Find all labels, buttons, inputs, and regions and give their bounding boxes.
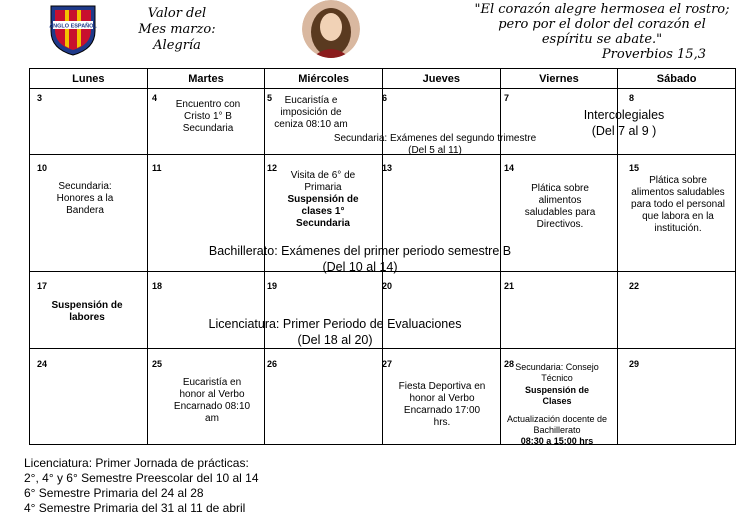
notes: [24, 456, 259, 516]
event-suspension-clases: Suspensión de Clases: [524, 385, 589, 406]
day-header: Martes: [147, 69, 265, 89]
date-number: 8: [629, 93, 635, 103]
date-number: 6: [382, 93, 388, 103]
date-number: 20: [382, 281, 393, 291]
event-fiesta-deportiva: Fiesta Deportiva en honor al Verbo Encarnado 17:00 hrs.: [398, 381, 486, 428]
event-consejo-tecnico: Secundaria: Consejo Técnico: [515, 362, 599, 383]
event-suspension-secundaria: Suspensión de clases 1° Secundaria: [287, 194, 359, 229]
event-intercolegiales: Intercolegiales: [583, 108, 665, 122]
date-number: 5: [267, 93, 273, 103]
date-number: 10: [37, 163, 48, 173]
note-line: 2°, 4° y 6° Semestre Preescolar del 10 al 14: [24, 471, 259, 485]
calendar-header-row: [30, 69, 736, 89]
event-eucaristia-verbo: Eucaristía en honor al Verbo Encarnado 08:10 am: [173, 377, 251, 424]
date-number: 3: [37, 93, 43, 103]
date-number: 22: [629, 281, 640, 291]
date-number: 24: [37, 359, 48, 369]
event-suspension-labores: Suspensión de labores: [51, 300, 123, 323]
month-value-line: Mes marzo:: [138, 22, 216, 37]
event-actualizacion-hours: 08:30 a 15:00 hrs: [520, 436, 594, 446]
day-header: Viernes: [500, 69, 618, 89]
school-logo: [48, 3, 98, 57]
event-secundaria-exams-range: (Del 5 al 11): [408, 145, 462, 156]
month-value-line: Valor del: [147, 6, 207, 21]
day-header: Jueves: [382, 69, 500, 89]
date-number: 4: [152, 93, 158, 103]
quote-line: "El corazón alegre hermosea el rostro;: [474, 2, 730, 17]
date-number: 17: [37, 281, 48, 291]
event-licenciatura: Licenciatura: Primer Periodo de Evaluaciones: [208, 317, 462, 331]
date-number: 15: [629, 163, 640, 173]
bible-quote: [470, 2, 734, 62]
date-number: 7: [504, 93, 510, 103]
quote-line: espíritu se abate.": [541, 32, 663, 47]
date-number: 19: [267, 281, 278, 291]
month-value: [122, 6, 232, 54]
date-number: 27: [382, 359, 393, 369]
date-number: 11: [152, 163, 162, 173]
date-number: 29: [629, 359, 640, 369]
date-number: 18: [152, 281, 163, 291]
month-value-line: Alegría: [153, 38, 201, 53]
event-platica-personal: Plática sobre alimentos saludables para todo el personal que labora en la institución.: [631, 175, 725, 234]
event-encuentro: Encuentro con Cristo 1° B Secundaria: [175, 99, 241, 134]
religious-portrait: [302, 0, 360, 58]
date-number: 21: [504, 281, 515, 291]
event-honores: Secundaria: Honores a la Bandera: [56, 181, 114, 216]
event-actualizacion-docente: Actualización docente de Bachillerato: [506, 414, 608, 435]
note-line: Licenciatura: Primer Jornada de prácticas:: [24, 456, 249, 470]
date-number: 28: [504, 359, 515, 369]
event-platica-directivos: Plática sobre alimentos saludables para Directivos.: [524, 183, 596, 230]
date-number: 12: [267, 163, 278, 173]
date-number: 13: [382, 163, 393, 173]
event-visita: Visita de 6° de Primaria: [290, 170, 356, 193]
event-bachillerato-range: (Del 10 al 14): [322, 260, 398, 274]
event-eucaristia-ceniza: Eucaristía e imposición de ceniza 08:10 am: [274, 95, 348, 130]
day-header: Miércoles: [265, 69, 383, 89]
date-number: 14: [504, 163, 515, 173]
date-number: 26: [267, 359, 278, 369]
note-line: 6° Semestre Primaria del 24 al 28: [24, 486, 204, 500]
note-line: 4° Semestre Primaria del 31 al 11 de abril: [24, 501, 246, 515]
day-header: Sábado: [618, 69, 736, 89]
event-intercolegiales-range: (Del 7 al 9 ): [591, 124, 657, 138]
date-number: 25: [152, 359, 163, 369]
quote-line: pero por el dolor del corazón el: [498, 17, 706, 32]
event-bachillerato: Bachillerato: Exámenes del primer periodo semestre B: [208, 244, 512, 258]
quote-reference: Proverbios 15,3: [601, 47, 706, 62]
svg-text:ANGLO ESPAÑOL: ANGLO ESPAÑOL: [49, 23, 97, 30]
day-header: Lunes: [30, 69, 148, 89]
event-licenciatura-range: (Del 18 al 20): [297, 333, 373, 347]
event-secundaria-exams: Secundaria: Exámenes del segundo trimestre: [333, 133, 537, 144]
